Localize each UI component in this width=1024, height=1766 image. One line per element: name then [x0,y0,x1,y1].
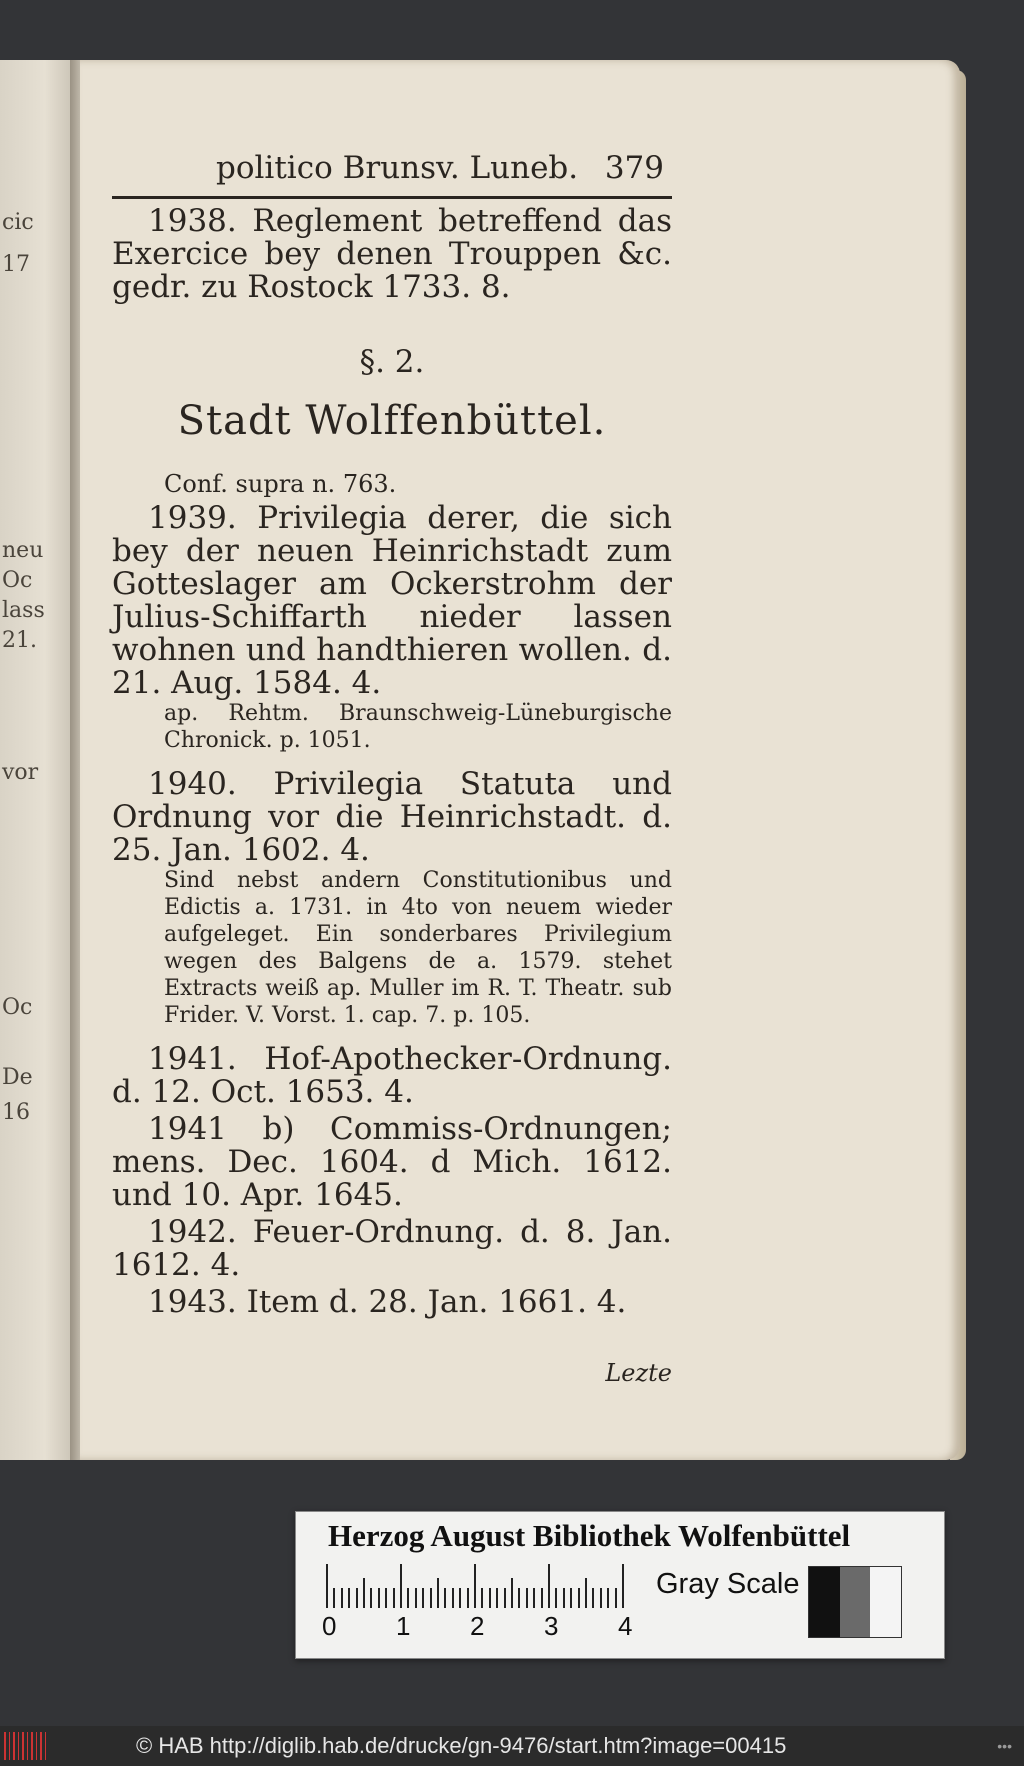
running-title: politico Brunsv. Luneb. [216,150,579,186]
ruler-tick [444,1588,446,1608]
ruler-numbers [322,1611,662,1641]
ruler-tick [467,1588,469,1608]
ruler-tick [393,1588,395,1608]
ruler-tick [511,1578,513,1608]
cross-reference: Conf. supra n. 763. [164,470,397,498]
ruler-tick [341,1588,343,1608]
ruler-tick [563,1588,565,1608]
ruler-tick [504,1588,506,1608]
ruler-tick [555,1588,557,1608]
ruler-tick [452,1588,454,1608]
ruler-tick [622,1564,624,1608]
ruler-tick [385,1588,387,1608]
gray-scale-label: Gray Scale [656,1568,800,1600]
ruler-tick [533,1588,535,1608]
ruler-tick [326,1564,328,1608]
ruler-number: 2 [470,1611,485,1641]
ruler-tick [600,1588,602,1608]
gray-swatch-black [809,1567,840,1637]
left-fragment-text: cic [2,210,34,235]
ruler-tick [489,1588,491,1608]
left-fragment-text: neu [2,538,44,563]
page-content [112,150,672,1387]
ruler-number: 3 [544,1611,559,1641]
ruler-tick [526,1588,528,1608]
catchword: Lezte [605,1359,672,1387]
ruler-number: 0 [322,1611,337,1641]
gray-swatch-white [870,1567,901,1637]
header-rule [112,196,672,199]
ruler-tick [422,1588,424,1608]
left-fragment-text: 17 [2,252,30,277]
running-header [112,150,672,186]
entry-1942: 1942. Feuer-Ordnung. d. 8. Jan. 1612. 4. [112,1214,672,1283]
library-name: Herzog August Bibliothek Wolfenbüttel [328,1518,851,1553]
scale-ruler [326,1562,656,1608]
section-number: §. 2. [359,344,425,380]
entry-1940: 1940. Privilegia Statuta und Ordnung vor die Heinrichstadt. d. 25. Jan. 1602. 4. [112,766,672,868]
left-fragment-text: lass [2,598,45,623]
ruler-tick [348,1588,350,1608]
ruler-tick [570,1588,572,1608]
entry-1941b: 1941 b) Commiss-Ordnungen; mens. Dec. 1604. d Mich. 1612. und 10. Apr. 1645. [112,1111,672,1213]
ruler-tick [541,1588,543,1608]
ruler-tick [607,1588,609,1608]
ruler-tick [407,1588,409,1608]
more-icon[interactable]: ••• [997,1738,1012,1754]
page-number: 379 [604,150,664,186]
ruler-tick [615,1588,617,1608]
ruler-tick [378,1588,380,1608]
ruler-tick [548,1564,550,1608]
entry-1941: 1941. Hof-Apothecker-Ordnung. d. 12. Oct. 1653. 4. [112,1041,672,1110]
gray-swatches [808,1566,902,1638]
ruler-tick [496,1588,498,1608]
left-fragment-text: vor [2,760,39,785]
left-fragment-text: 16 [2,1100,30,1125]
ruler-tick [592,1588,594,1608]
ruler-number: 4 [618,1611,633,1641]
entry-1939-note: ap. Rehtm. Braunschweig-Lüneburgische Chronick. p. 1051. [164,701,672,753]
entry-1939: 1939. Privilegia derer, die sich bey der neuen Heinrichstadt zum Gotteslager am Ockerstrohm der Julius-Schiffarth nieder lassen wohnen und handthieren wollen. d. 21. Aug. 1584. 4. [112,500,672,701]
ruler-tick [415,1588,417,1608]
entry-1940-note: Sind nebst andern Constitutionibus und Edictis a. 1731. in 4to von neuem wieder aufgeleget. Ein sonderbares Privilegium wegen des Balgens de a. 1579. stehet Extracts weiß ap. Muller im R. T. Theatr. sub Frider. V. Vorst. 1. cap. 7. p. 105. [164,868,672,1028]
left-fragment-text: 21. [2,628,37,653]
color-calibration-card [295,1511,945,1659]
ruler-tick [370,1588,372,1608]
viewer-footer [0,1726,1024,1766]
ruler-number: 1 [396,1611,411,1641]
left-fragment-text: Oc [2,568,33,593]
footer-url[interactable]: © HAB http://diglib.hab.de/drucke/gn-9476/start.htm?image=00415 [136,1733,787,1758]
ruler-tick [437,1578,439,1608]
entry-1938: 1938. Reglement betreffend das Exercice bey denen Trouppen &c. gedr. zu Rostock 1733. 8. [112,203,672,305]
ruler-tick [333,1588,335,1608]
ruler-tick [578,1588,580,1608]
ruler-tick [459,1588,461,1608]
ruler-tick [585,1578,587,1608]
ruler-tick [356,1588,358,1608]
barcode-icon [4,1732,46,1760]
ruler-tick [518,1588,520,1608]
left-page-fragment [0,60,75,1460]
ruler-tick [481,1588,483,1608]
ruler-tick [400,1564,402,1608]
gray-swatch-mid [840,1567,871,1637]
ruler-tick [363,1578,365,1608]
section-title: Stadt Wolffenbüttel. [177,398,607,444]
ruler-tick [474,1564,476,1608]
left-fragment-text: Oc [2,995,33,1020]
entry-1943: 1943. Item d. 28. Jan. 1661. 4. [148,1284,627,1320]
left-fragment-text: De [2,1065,33,1090]
ruler-tick [430,1588,432,1608]
